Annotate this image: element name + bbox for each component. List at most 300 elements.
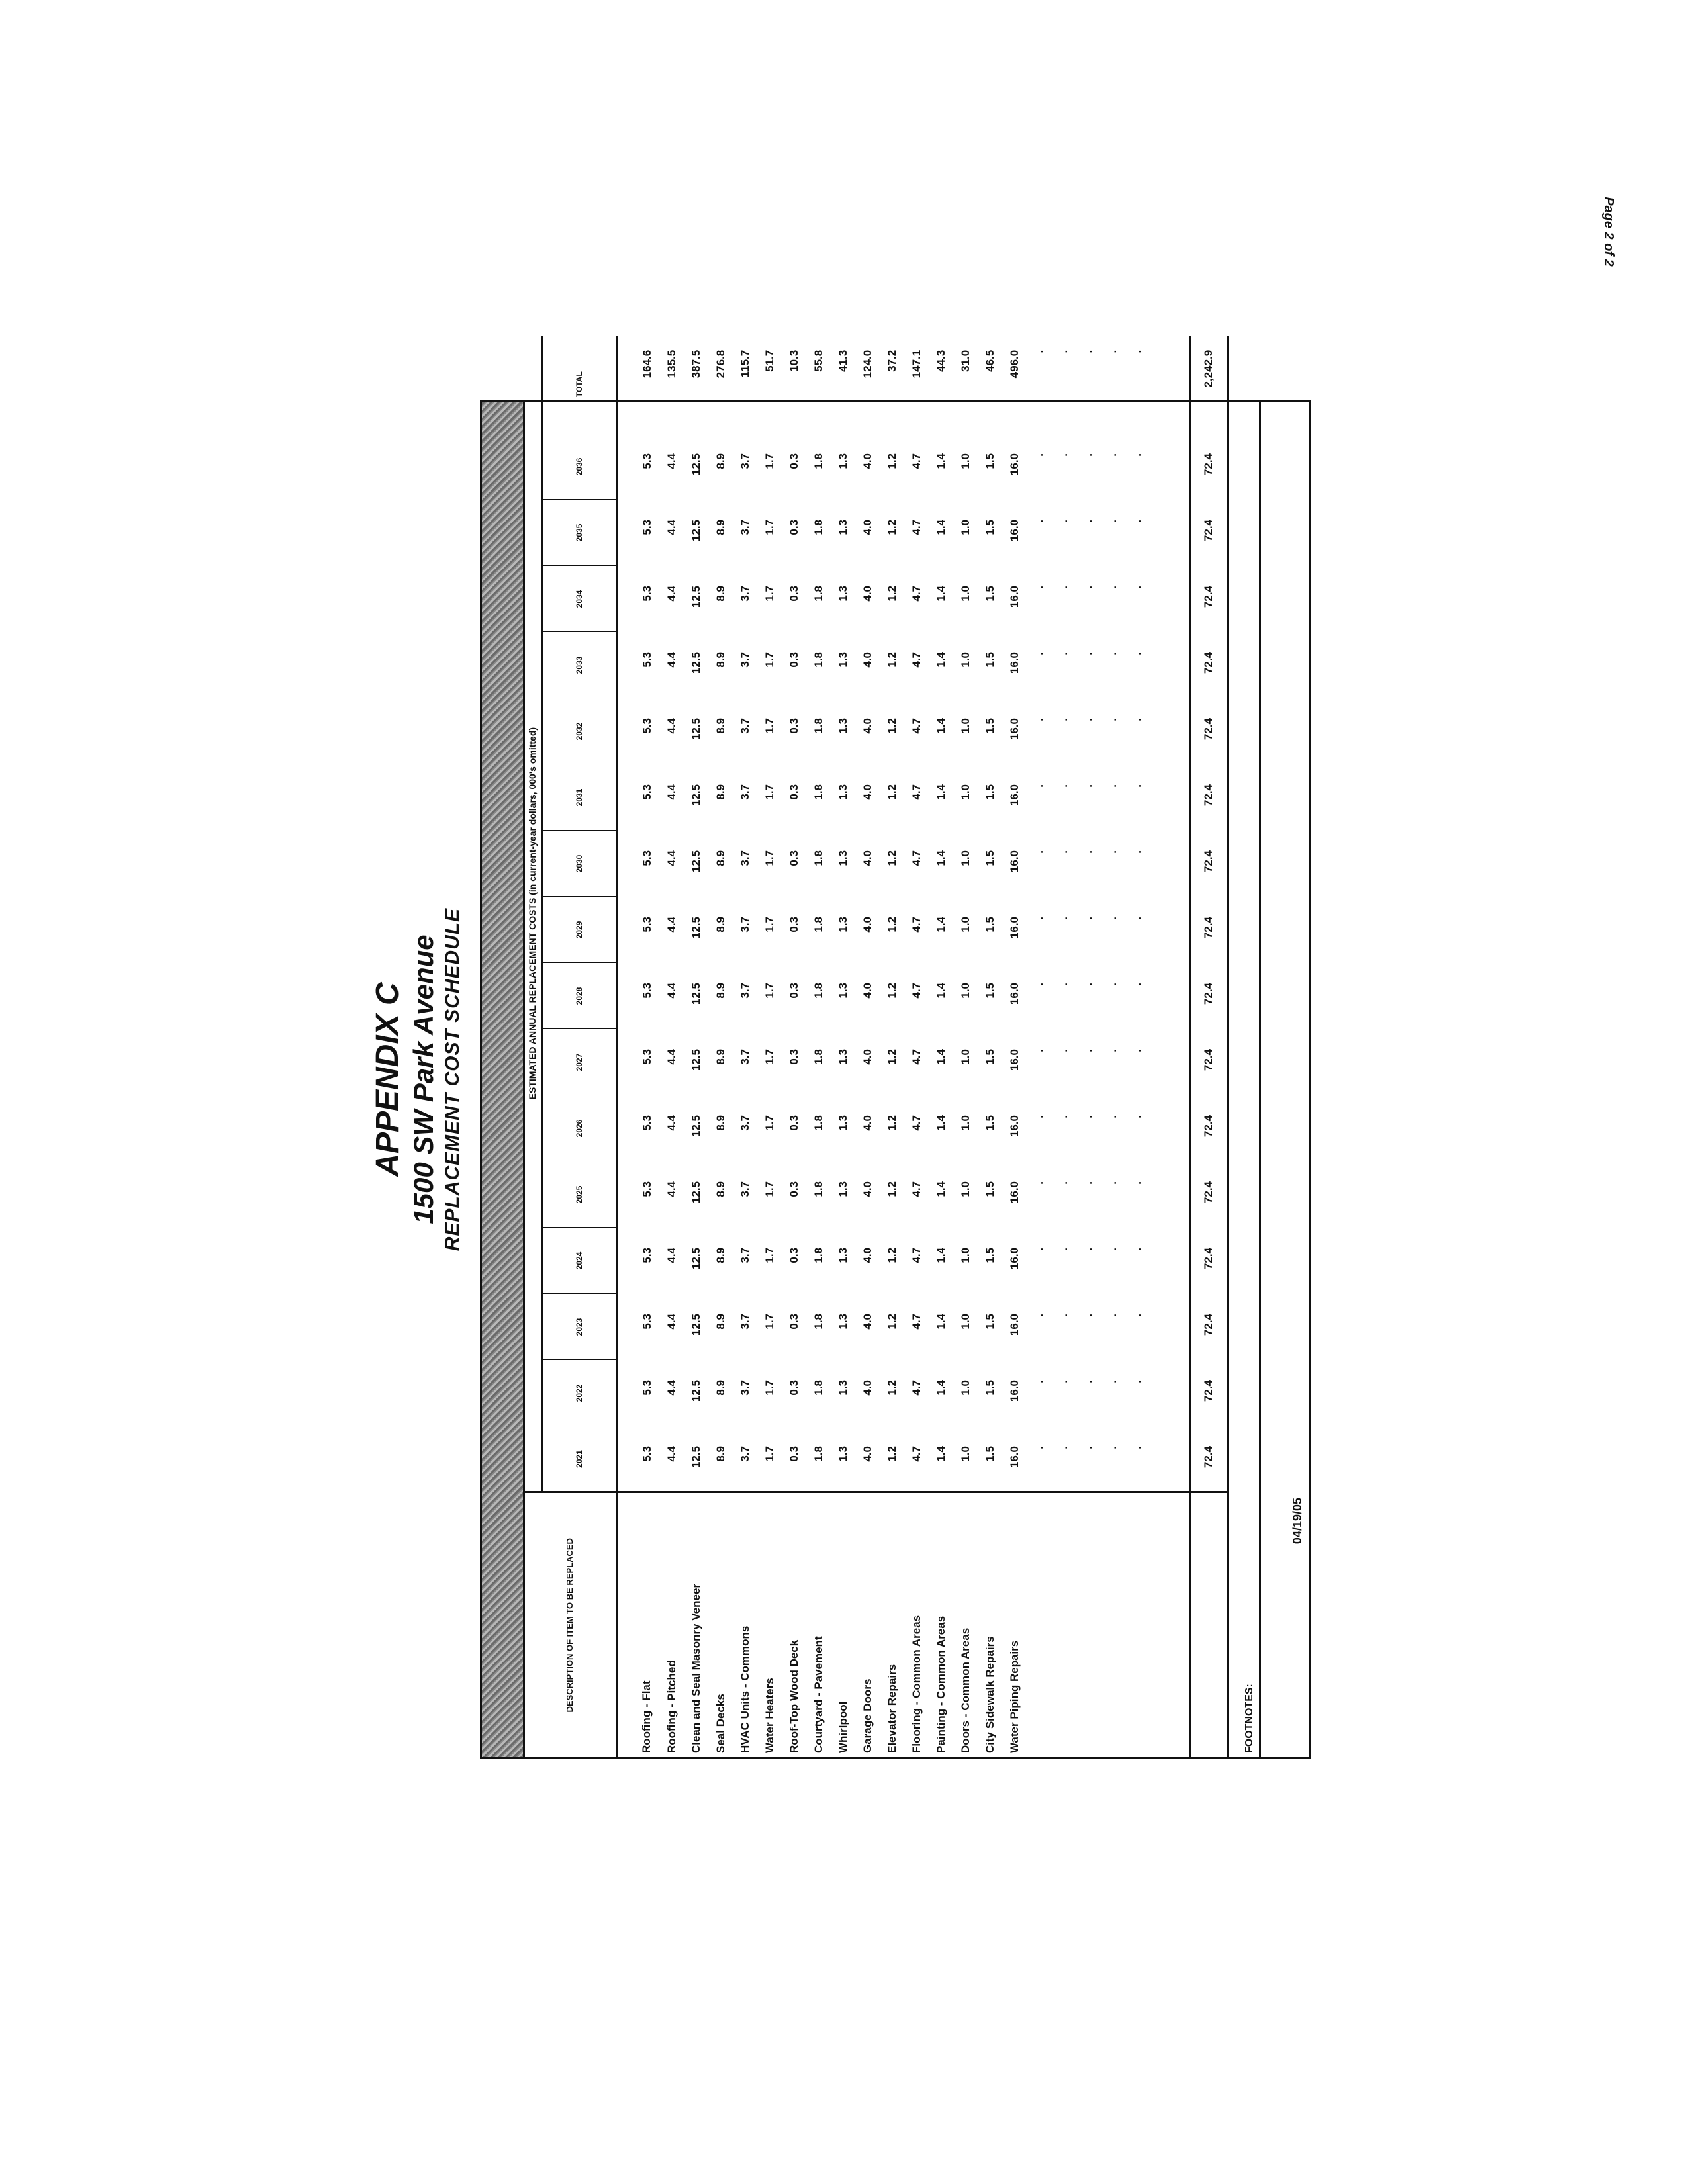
year-cost-cell: 16.0: [1008, 1380, 1021, 1402]
year-cost-cell: 0.3: [787, 1314, 800, 1330]
year-cost-cell: 1.2: [885, 917, 898, 933]
table-row: [978, 336, 1002, 1757]
year-cost-cell: 1.5: [983, 1380, 996, 1396]
year-cost-cell: 3.7: [738, 1248, 751, 1263]
year-cost-cell: .: [1056, 453, 1070, 457]
year-cost-cell: 3.7: [738, 718, 751, 734]
year-cost-cell: 5.3: [640, 520, 653, 535]
year-cost-cell: 1.3: [836, 718, 849, 734]
property-address: 1500 SW Park Avenue: [408, 934, 439, 1224]
year-cost-cell: 4.4: [665, 1446, 678, 1462]
year-cost-cell: .: [1105, 652, 1119, 655]
year-cost-cell: 1.8: [812, 784, 825, 800]
year-total-cell: 72.4: [1190, 831, 1228, 897]
year-cost-cell: .: [1056, 850, 1070, 854]
year-cost-cell: 5.3: [640, 983, 653, 999]
year-cost-cell: .: [1081, 652, 1094, 655]
year-cost-cell: 12.5: [689, 1115, 702, 1138]
year-header: 2027: [542, 1029, 617, 1095]
year-cost-cell: .: [1130, 718, 1143, 721]
year-cost-cell: 1.8: [812, 850, 825, 866]
schedule-title: REPLACEMENT COST SCHEDULE: [442, 907, 463, 1251]
year-cost-cell: 4.0: [861, 1049, 874, 1065]
table-row: [1125, 336, 1149, 1757]
item-description: Elevator Repairs: [880, 1492, 904, 1757]
year-cost-cell: .: [1056, 718, 1070, 721]
year-cost-cell: 4.4: [665, 520, 678, 535]
item-description: Painting - Common Areas: [929, 1492, 953, 1757]
year-cost-cell: 8.9: [714, 1049, 727, 1065]
year-cost-cell: .: [1056, 1248, 1070, 1251]
year-cost-cell: 1.7: [763, 586, 776, 602]
year-cost-cell: 0.3: [787, 1181, 800, 1197]
year-cost-cell: 0.3: [787, 1115, 800, 1131]
year-cost-cell: .: [1105, 453, 1119, 457]
year-cost-cell: 16.0: [1008, 1115, 1021, 1138]
year-cost-cell: .: [1081, 586, 1094, 589]
year-total-cell: 72.4: [1190, 1426, 1228, 1492]
table-row: [904, 336, 929, 1757]
year-cost-cell: 8.9: [714, 917, 727, 933]
item-description: Seal Decks: [708, 1492, 733, 1757]
year-cost-cell: 1.4: [934, 1115, 947, 1131]
year-cost-cell: 4.0: [861, 652, 874, 668]
year-cost-cell: 3.7: [738, 520, 751, 535]
year-cost-cell: 1.2: [885, 1446, 898, 1462]
row-total-cell: 44.3: [934, 349, 947, 372]
year-cost-cell: 5.3: [640, 652, 653, 668]
year-cost-cell: 3.7: [738, 1314, 751, 1330]
item-description: Whirlpool: [831, 1492, 855, 1757]
row-total-cell: 10.3: [787, 349, 800, 372]
year-cost-cell: .: [1081, 1314, 1094, 1317]
year-cost-cell: .: [1130, 1314, 1143, 1317]
year-cost-cell: .: [1032, 1181, 1045, 1185]
year-header: 2030: [542, 831, 617, 897]
table-row: [1100, 336, 1125, 1757]
year-cost-cell: 3.7: [738, 1446, 751, 1462]
year-cost-cell: .: [1105, 586, 1119, 589]
year-cost-cell: 12.5: [689, 983, 702, 1005]
year-cost-cell: 16.0: [1008, 784, 1021, 807]
year-cost-cell: .: [1032, 453, 1045, 457]
year-cost-cell: 16.0: [1008, 1049, 1021, 1071]
year-cost-cell: 1.7: [763, 1181, 776, 1197]
year-cost-cell: .: [1056, 586, 1070, 589]
year-cost-cell: 5.3: [640, 1049, 653, 1065]
year-cost-cell: 16.0: [1008, 983, 1021, 1005]
year-cost-cell: 1.0: [959, 718, 972, 734]
year-cost-cell: 1.3: [836, 1314, 849, 1330]
row-total-cell: 46.5: [983, 349, 996, 372]
year-cost-cell: .: [1032, 652, 1045, 655]
cost-grid: [523, 336, 1229, 1757]
row-total-cell: 496.0: [1008, 349, 1021, 379]
year-cost-cell: 0.3: [787, 718, 800, 734]
year-cost-cell: 1.5: [983, 586, 996, 602]
year-cost-cell: .: [1032, 1314, 1045, 1317]
year-cost-cell: .: [1105, 1248, 1119, 1251]
year-cost-cell: 1.8: [812, 1446, 825, 1462]
year-cost-cell: 8.9: [714, 1115, 727, 1131]
table-row: [929, 336, 953, 1757]
year-cost-cell: 5.3: [640, 1181, 653, 1197]
year-cost-cell: 1.4: [934, 453, 947, 469]
row-total-cell: 387.5: [689, 349, 702, 379]
year-cost-cell: .: [1056, 983, 1070, 986]
year-cost-cell: 1.7: [763, 1115, 776, 1131]
year-cost-cell: 4.0: [861, 784, 874, 800]
row-total-cell: .: [1130, 349, 1143, 353]
year-cost-cell: 0.3: [787, 652, 800, 668]
year-cost-cell: 1.0: [959, 453, 972, 469]
year-cost-cell: 12.5: [689, 652, 702, 674]
year-cost-cell: .: [1056, 1181, 1070, 1185]
year-cost-cell: .: [1130, 983, 1143, 986]
year-cost-cell: 4.4: [665, 784, 678, 800]
year-cost-cell: 1.2: [885, 718, 898, 734]
year-cost-cell: 1.4: [934, 917, 947, 933]
year-cost-cell: 4.0: [861, 1115, 874, 1131]
year-cost-cell: .: [1032, 1380, 1045, 1383]
year-total-cell: 72.4: [1190, 1228, 1228, 1294]
year-cost-cell: 8.9: [714, 586, 727, 602]
year-cost-cell: .: [1105, 1181, 1119, 1185]
year-cost-cell: .: [1081, 850, 1094, 854]
row-total-cell: 37.2: [885, 349, 898, 372]
year-cost-cell: 1.5: [983, 718, 996, 734]
year-cost-cell: .: [1056, 1049, 1070, 1052]
year-cost-cell: 4.4: [665, 1380, 678, 1396]
row-total-cell: .: [1056, 349, 1070, 353]
year-cost-cell: 4.0: [861, 1446, 874, 1462]
year-cost-cell: 1.0: [959, 1446, 972, 1462]
spacer-row: [1149, 336, 1190, 1757]
year-cost-cell: 1.5: [983, 917, 996, 933]
year-cost-cell: 1.7: [763, 652, 776, 668]
year-cost-cell: .: [1130, 1181, 1143, 1185]
year-cost-cell: 16.0: [1008, 1446, 1021, 1469]
item-description: Roofing - Pitched: [659, 1492, 684, 1757]
year-cost-cell: .: [1130, 652, 1143, 655]
item-description: City Sidewalk Repairs: [978, 1492, 1002, 1757]
row-total-cell: 115.7: [738, 349, 751, 378]
year-cost-cell: .: [1081, 1049, 1094, 1052]
year-cost-cell: .: [1130, 784, 1143, 788]
year-cost-cell: 5.3: [640, 718, 653, 734]
year-cost-cell: .: [1081, 917, 1094, 920]
year-cost-cell: .: [1081, 520, 1094, 523]
year-cost-cell: 1.0: [959, 1049, 972, 1065]
year-header: 2021: [542, 1426, 617, 1492]
year-header: 2034: [542, 566, 617, 632]
year-cost-cell: 16.0: [1008, 652, 1021, 674]
year-cost-cell: 3.7: [738, 1181, 751, 1197]
year-cost-cell: 0.3: [787, 1446, 800, 1462]
year-cost-cell: .: [1032, 520, 1045, 523]
year-cost-cell: 1.7: [763, 917, 776, 933]
year-cost-cell: 1.8: [812, 652, 825, 668]
year-cost-cell: .: [1032, 917, 1045, 920]
year-cost-cell: 0.3: [787, 784, 800, 800]
year-cost-cell: 0.3: [787, 586, 800, 602]
year-cost-cell: 1.8: [812, 1314, 825, 1330]
year-cost-cell: 8.9: [714, 1181, 727, 1197]
year-cost-cell: 4.0: [861, 1248, 874, 1263]
year-cost-cell: 4.4: [665, 586, 678, 602]
year-total-cell: 72.4: [1190, 963, 1228, 1029]
year-cost-cell: 8.9: [714, 520, 727, 535]
item-description: [1027, 1492, 1051, 1757]
year-cost-cell: .: [1105, 784, 1119, 788]
year-total-cell: 72.4: [1190, 764, 1228, 831]
year-cost-cell: 1.4: [934, 1049, 947, 1065]
year-cost-cell: 3.7: [738, 586, 751, 602]
year-cost-cell: 1.4: [934, 1380, 947, 1396]
year-cost-cell: 1.2: [885, 983, 898, 999]
year-cost-cell: 1.2: [885, 1181, 898, 1197]
year-cost-cell: 4.0: [861, 850, 874, 866]
year-cost-cell: .: [1081, 1446, 1094, 1449]
year-cost-cell: 1.8: [812, 917, 825, 933]
year-cost-cell: 1.7: [763, 850, 776, 866]
year-cost-cell: .: [1105, 1380, 1119, 1383]
year-cost-cell: 4.4: [665, 917, 678, 933]
year-cost-cell: 1.8: [812, 453, 825, 469]
year-cost-cell: 1.0: [959, 1115, 972, 1131]
table-row: [617, 336, 660, 1757]
year-cost-cell: 1.3: [836, 983, 849, 999]
year-cost-cell: 8.9: [714, 1446, 727, 1462]
year-cost-cell: 4.4: [665, 453, 678, 469]
year-cost-cell: 12.5: [689, 850, 702, 873]
year-cost-cell: 4.4: [665, 1049, 678, 1065]
year-cost-cell: 0.3: [787, 983, 800, 999]
year-cost-cell: 1.2: [885, 784, 898, 800]
year-cost-cell: 5.3: [640, 1248, 653, 1263]
year-cost-cell: 4.7: [910, 718, 923, 734]
year-cost-cell: 1.5: [983, 453, 996, 469]
year-header: 2024: [542, 1228, 617, 1294]
row-total-cell: 164.6: [640, 349, 653, 379]
item-description: Water Heaters: [757, 1492, 782, 1757]
item-description: Roofing - Flat: [617, 1492, 660, 1757]
year-cost-cell: 1.2: [885, 1380, 898, 1396]
year-cost-cell: 1.3: [836, 917, 849, 933]
year-cost-cell: .: [1130, 1248, 1143, 1251]
year-cost-cell: 1.4: [934, 586, 947, 602]
item-description: Water Piping Repairs: [1002, 1492, 1027, 1757]
year-cost-cell: .: [1081, 1181, 1094, 1185]
year-cost-cell: 1.0: [959, 850, 972, 866]
year-cost-cell: 1.4: [934, 983, 947, 999]
year-cost-cell: .: [1081, 1248, 1094, 1251]
table-row: [1027, 336, 1051, 1757]
item-description: HVAC Units - Commons: [733, 1492, 757, 1757]
year-cost-cell: 1.3: [836, 453, 849, 469]
year-cost-cell: 4.0: [861, 520, 874, 535]
year-total-cell: 72.4: [1190, 1095, 1228, 1161]
year-cost-cell: 3.7: [738, 453, 751, 469]
year-header: 2029: [542, 897, 617, 963]
item-description: Flooring - Common Areas: [904, 1492, 929, 1757]
year-cost-cell: 1.8: [812, 1248, 825, 1263]
table-row: [733, 336, 757, 1757]
year-cost-cell: 12.5: [689, 453, 702, 476]
year-cost-cell: 1.3: [836, 1380, 849, 1396]
year-cost-cell: 1.8: [812, 983, 825, 999]
year-cost-cell: 1.7: [763, 1049, 776, 1065]
year-cost-cell: 1.8: [812, 520, 825, 535]
year-cost-cell: 1.4: [934, 652, 947, 668]
year-cost-cell: 8.9: [714, 1248, 727, 1263]
year-cost-cell: 1.3: [836, 1446, 849, 1462]
year-cost-cell: 0.3: [787, 1049, 800, 1065]
year-cost-cell: 1.7: [763, 520, 776, 535]
replacement-cost-table: [480, 349, 1311, 1759]
year-cost-cell: 4.7: [910, 784, 923, 800]
year-total-cell: 72.4: [1190, 897, 1228, 963]
year-cost-cell: .: [1056, 1446, 1070, 1449]
year-header: 2033: [542, 632, 617, 698]
year-cost-cell: 3.7: [738, 1049, 751, 1065]
year-cost-cell: 1.0: [959, 784, 972, 800]
year-cost-cell: 4.4: [665, 1248, 678, 1263]
year-cost-cell: 1.5: [983, 1115, 996, 1131]
row-total-cell: .: [1032, 349, 1045, 353]
year-cost-cell: 1.7: [763, 1314, 776, 1330]
year-cost-cell: 1.3: [836, 784, 849, 800]
year-cost-cell: 3.7: [738, 1115, 751, 1131]
year-cost-cell: 8.9: [714, 652, 727, 668]
item-description: Courtyard - Pavement: [806, 1492, 831, 1757]
year-cost-cell: 4.0: [861, 1181, 874, 1197]
year-cost-cell: .: [1032, 586, 1045, 589]
year-cost-cell: 16.0: [1008, 1248, 1021, 1270]
shaded-header-band: [482, 402, 525, 1757]
item-description: Doors - Common Areas: [953, 1492, 978, 1757]
year-cost-cell: 4.4: [665, 1115, 678, 1131]
year-cost-cell: 4.7: [910, 520, 923, 535]
year-cost-cell: 1.3: [836, 652, 849, 668]
year-cost-cell: 4.0: [861, 917, 874, 933]
year-cost-cell: 1.0: [959, 586, 972, 602]
year-cost-cell: 1.2: [885, 1248, 898, 1263]
year-cost-cell: 1.7: [763, 718, 776, 734]
year-cost-cell: 4.4: [665, 1181, 678, 1197]
year-cost-cell: 1.0: [959, 520, 972, 535]
year-cost-cell: 4.0: [861, 718, 874, 734]
page-number: Page 2 of 2: [1601, 197, 1616, 267]
table-row: [880, 336, 904, 1757]
rotated-schedule: [357, 349, 1317, 1759]
year-cost-cell: 5.3: [640, 784, 653, 800]
year-cost-cell: 1.0: [959, 1248, 972, 1263]
year-cost-cell: 1.3: [836, 586, 849, 602]
year-cost-cell: 1.0: [959, 1181, 972, 1197]
year-cost-cell: 1.0: [959, 1314, 972, 1330]
year-cost-cell: .: [1032, 983, 1045, 986]
year-total-cell: 72.4: [1190, 566, 1228, 632]
table-row: [855, 336, 880, 1757]
table-row: [1076, 336, 1100, 1757]
year-cost-cell: 0.3: [787, 453, 800, 469]
year-cost-cell: 1.0: [959, 917, 972, 933]
year-cost-cell: .: [1130, 453, 1143, 457]
year-cost-cell: .: [1081, 718, 1094, 721]
table-row: [1051, 336, 1076, 1757]
year-cost-cell: 1.0: [959, 983, 972, 999]
year-cost-cell: 8.9: [714, 1314, 727, 1330]
year-cost-cell: 5.3: [640, 1314, 653, 1330]
year-header: 2032: [542, 698, 617, 764]
year-cost-cell: 12.5: [689, 917, 702, 939]
year-cost-cell: 8.9: [714, 850, 727, 866]
row-total-cell: 51.7: [763, 349, 776, 372]
year-cost-cell: .: [1130, 1380, 1143, 1383]
year-cost-cell: 1.5: [983, 1248, 996, 1263]
year-cost-cell: 12.5: [689, 1248, 702, 1270]
year-cost-cell: 4.0: [861, 453, 874, 469]
totals-label-cell: [1190, 1492, 1228, 1757]
year-cost-cell: 4.4: [665, 652, 678, 668]
year-cost-cell: .: [1056, 784, 1070, 788]
year-cost-cell: 12.5: [689, 586, 702, 608]
year-cost-cell: .: [1130, 520, 1143, 523]
year-cost-cell: 0.3: [787, 520, 800, 535]
report-date: 04/19/05: [1291, 1498, 1304, 1545]
year-total-cell: 72.4: [1190, 1161, 1228, 1228]
appendix-title: APPENDIX C: [370, 982, 405, 1177]
year-cost-cell: 1.7: [763, 1380, 776, 1396]
total-header: TOTAL: [542, 336, 617, 433]
year-cost-cell: 0.3: [787, 917, 800, 933]
year-header: 2023: [542, 1294, 617, 1360]
year-cost-cell: 4.4: [665, 1314, 678, 1330]
year-cost-cell: .: [1105, 718, 1119, 721]
year-cost-cell: 8.9: [714, 1380, 727, 1396]
year-cost-cell: 4.0: [861, 1380, 874, 1396]
year-cost-cell: 3.7: [738, 983, 751, 999]
year-header: 2031: [542, 764, 617, 831]
year-cost-cell: 1.7: [763, 1248, 776, 1263]
year-cost-cell: 1.4: [934, 850, 947, 866]
year-cost-cell: 1.4: [934, 1314, 947, 1330]
year-total-cell: 72.4: [1190, 433, 1228, 500]
year-cost-cell: 3.7: [738, 1380, 751, 1396]
year-cost-cell: .: [1056, 520, 1070, 523]
year-total-cell: 72.4: [1190, 632, 1228, 698]
year-cost-cell: 1.3: [836, 1049, 849, 1065]
year-cost-cell: 1.2: [885, 1314, 898, 1330]
year-cost-cell: 4.7: [910, 1380, 923, 1396]
year-cost-cell: .: [1081, 983, 1094, 986]
year-cost-cell: .: [1032, 850, 1045, 854]
year-total-cell: 72.4: [1190, 1360, 1228, 1426]
year-cost-cell: .: [1056, 1314, 1070, 1317]
year-cost-cell: 1.8: [812, 1181, 825, 1197]
year-cost-cell: 8.9: [714, 784, 727, 800]
table-row: [757, 336, 782, 1757]
year-total-cell: 72.4: [1190, 1029, 1228, 1095]
year-cost-cell: 1.4: [934, 520, 947, 535]
year-cost-cell: 4.7: [910, 917, 923, 933]
year-cost-cell: 12.5: [689, 784, 702, 807]
year-cost-cell: 4.7: [910, 453, 923, 469]
year-cost-cell: 12.5: [689, 1446, 702, 1469]
year-cost-cell: .: [1032, 1446, 1045, 1449]
row-total-cell: 55.8: [812, 349, 825, 372]
